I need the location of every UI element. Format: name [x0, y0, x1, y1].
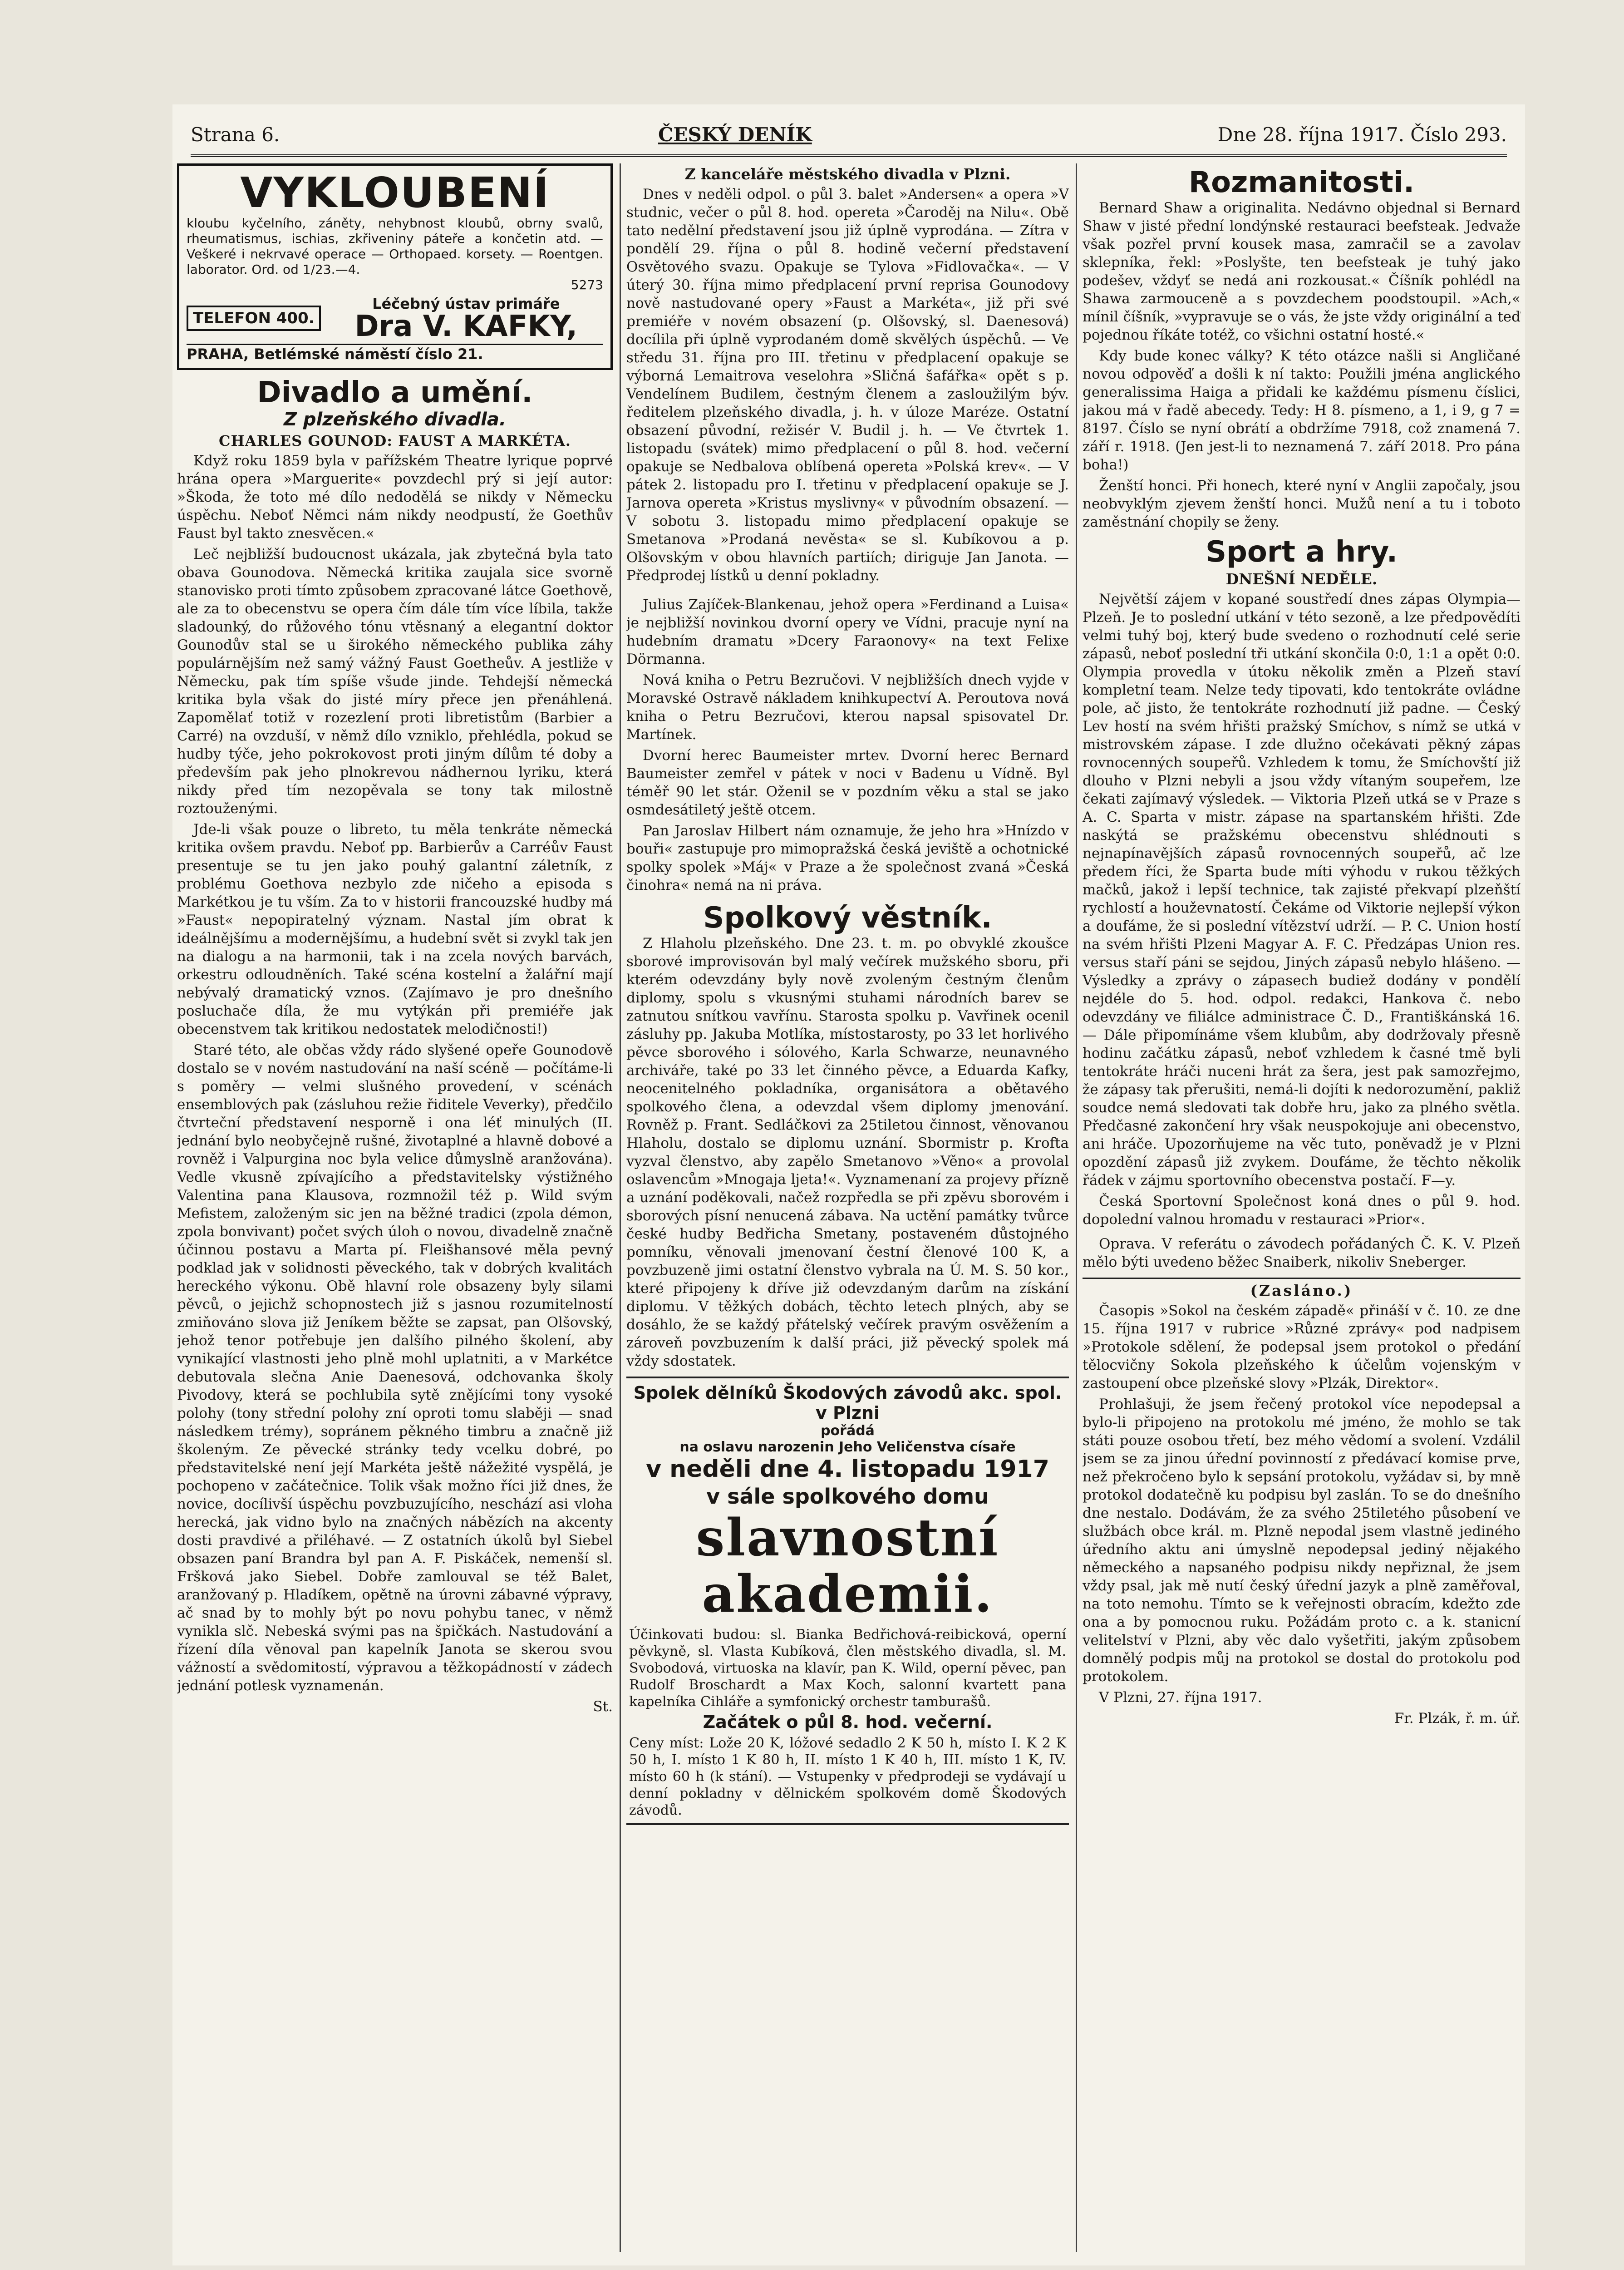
paragraph: Když roku 1859 byla v pařížském Theatre lyrique poprvé hrána opera »Marguerite« povzdechl prý si její autor: »Škoda, že toto mé dílo nedodělá se nikdy v Německu úspěchu. Neboť Němci nám nikdy neodpustí, že Goethův Faust byl takto znesvěcen.«: [177, 453, 613, 542]
newspaper-title: ČESKÝ DENÍK: [658, 123, 812, 146]
ad-occasion: na oslavu narozenin Jeho Veličenstva císaře: [679, 1439, 1016, 1455]
note: Nová kniha o Petru Bezručovi. V nejbližších dnech vyjde v Moravské Ostravě nákladem knihkupectví A. Peroutova nová kniha o Petru Bezručovi, kterou napsal spisovatel Dr. Martínek.: [626, 672, 1069, 743]
ad-kafka: [177, 163, 613, 370]
ad-doctor: Dra V. KAFKY,: [354, 310, 578, 343]
ad-prices: Ceny míst: Lože 20 K, lóžové sedadlo 2 K 50 h, místo I. K 2 K 50 h, I. místo 1 K 80 h, II. místo 1 K 40 h, III. místo 1 K, IV. místo 60 h (k stání). — Vstupenky v předprodeji se vydávají u denní pokladny v dělnickém spolkovém domě Škodových závodů.: [629, 1735, 1066, 1818]
section-rozmanitosti: Rozmanitosti.: [1188, 166, 1415, 199]
ad-number: 5273: [571, 277, 603, 292]
paragraph: Jde-li však pouze o libreto, tu měla tenkráte německá kritika ovšem pravdu. Neboť pp. Barbierův a Carréův Faust presentuje se tu jen jako pouhý galantní záletník, z problému Goethova nezbylo zde ničeho a episoda s Markétkou je tu vším. Za to v historii francouzské hudby má »Faust« nepopiratelný význam. Nastal jím obrat k ideálnějšímu a modernějšímu, a hudební svět si zvykl tak jen na dialogu a na harmonii, tak i na zcela nových barvách, orkestru odloudněních. Také scéna kostelní a žalářní mají nebývalý dramatický vznos. (Zajímavo je pro dnešního posluchače díla, že mu vytýkán při premiéře jak obecenstvem tak kritikou nedostatek melodičnosti!): [177, 821, 613, 1037]
ad-date: v neděli dne 4. listopadu 1917: [646, 1456, 1049, 1483]
spolky-text: Z Hlaholu plzeňského. Dne 23. t. m. po obvyklé zkoušce sborové improvisován byl malý večírek mužského sboru, při kterém odevzdány byly nově zvoleným čestným členům diplomy, spolu s vkusnými stuhami národních barev se zatnutou snítkou vavřínu. Starosta spolku p. Vavřinek ocenil zásluhy pp. Jakuba Motlíka, místostarosty, po 33 let horlivého pěvce sborového i sólového, Karla Schwarze, neunavného archiváře, také po 33 let činného pěvce, a Eduarda Kafky, neocenitelného pokladníka, organisátora a obětavého spolkového člena, a odevzdal všem diplomy jmenování. Rovněž p. Frant. Sedláčkovi za 25tiletou činnost, věnovanou Hlaholu, dostalo se diplomu uznání. Sbormistr p. Krofta vyzval členstvo, aby zapělo Smetanovo »Věno« a provolal oslavencům »Mnogaja ljeta!«. Vyznamenaní za projevy přízně a uznání poděkovali, načež rozpředla se při zpěvu sborovém i sborových písní nenucená zábava. Na uctění památky tvůrce české hudby Bedřicha Smetany, postaveném důstojného pomníku, věnovali jmenovaní čestní členové 100 K, a povzbuzeně jimi ostatní členstvo vybrala na Ú. M. S. 50 kor., které připojeny k dříve již odevzdaným darům na získání diplomu. V těžkých dobách, těchto letech plných, aby se dosáhlo, že se každý přátelský večírek pravým osvěžením a zároveň povzbuzením k další práci, již pěvecký spolek má vždy sdostatek.: [626, 935, 1069, 1369]
ad-title-1: slavnostní: [696, 1508, 999, 1568]
paragraph: V Plzni, 27. října 1917.: [1099, 1689, 1262, 1706]
paragraph: Staré této, ale občas vždy rádo slyšené opeře Gounodově dostalo se v novém nastudování na naší scéně — počítáme-li s poměry — velmi slušného provedení, v scénách ensemblových pak (zásluhou režie řiditele Veverky), předčilo čtvrteční představení nesporně i ona léť minulých (II. jednání bylo neobyčejně rušné, životaplné a hlavně dobové a rovněž i Valpurgina noc byla velice důmyslně aranžována). Vedle vkusně zpívajícího a představitelsky výstižného Valentina pana Klausova, rozmnožil též p. Wild svým Mefistem, založeným sic jen na běžné tradici (zpola démon, zpola bonvivant) počet svých úloh o novou, divadelně značně účinnou postavu a Marta pí. Fleišhansové měla pevný podklad jak v solidnosti pěveckého, tak v dobrých kvalitách hereckého výkonu. Obě hlavní role obsazeny byly silami pěvců, o jejichž schopnostech již s jasnou rozumitelností zmiňováno slova již Jeníkem běžte se zapsat, pan Olšovský, jehož tenor potřebuje jen dalšího pilného školení, aby vynikající vlastnosti jeho plně mohl uplatniti, a v Markétce debutovala slečna Anie Daenesová, odchovanka školy Pivodovy, která se pochlubila sytě znějícími tony vysoké polohy (tony střední polohy zní oproti tomu slaběji — snad následkem trémy), sopránem pěkného timbru a značně již školeným. Ze pěvecké stránky tedy vcelku dobré, po představitelské není její Markéta ještě nážežité vyspělá, je pochopeno v začátečnice. Tolik však možno říci již dnes, že novice, docílivší úspěchu povzbuzujícího, neschází asi vloha herecká, jak vidno bylo na značných nábězích na akcenty dosti pravdivé a přiléhavé. — Z ostatních úkolů byl Siebel obsazen paní Brandra byl pan A. F. Piskáček, nemenší sl. Fršková jako Siebel. Dobře zamlouval se též Balet, aranžovaný p. Hladíkem, opětně na úrovni zábavné výpravy, ač snad by to mohly být po novu pohybu tanec, v němž vynikla slč. Nebeská svými pas na špičkách. Nastudování a řízení díla věnoval pan kapelník Janota se skerou svou vážností a svědomitostí, výpravou a těžkopádností v zádech jednání potlesk vyznamenán.: [177, 1042, 613, 1694]
paragraph: Ženští honci. Při honech, které nyní v Anglii započaly, jsou neobvyklým zjevem ženští honci. Mužů není a tu i toboto zaměstnání chopily se ženy.: [1083, 478, 1521, 530]
paragraph: Největší zájem v kopané soustředí dnes zápas Olympia—Plzeň. Je to poslední utkání v této sezoně, a lze předpovědíti velmi tuhý boj, který bude svedeno o rozhodnutí celé serie zápasů, neboť poslední tři utkání skončila 0:0, 1:1 a opět 0:0. Olympia provedla v útoku několik změn a Plzeň staví kompletní team. Nelze tedy tipovati, kdo tentokráte ovládne pole, ač jisto, že tentokráte rozhodnutí již padne. — Český Lev hostí na svém hřišti pražský Smíchov, s nímž se utká v mistrovském zápase. I zde dlužno očekávati pěkný zápas rovnocenných soupeřů. Vzhledem k tomu, že Smíchovští již dlouho v Plzni nebyli a jsou vždy vítaným soupeřem, lze čekati zajímavý výsledek. — Viktoria Plzeň utká se v Praze s A. C. Sparta v mistr. zápase na spartanském hřišti. Zde naskýtá se pražskému obecenstvu shlédnouti s nejnapínavějších zápasů rovnocenných soupeřů, ač lze předem říci, že Sparta bude míti výhodu v rukou těžkých mačků, jakož i lepší technice, tak zajisté překvapí plzeňští rychlostí a houževnatostí. Čekáme od Viktorie nejlepší výkon a doufáme, že si poslední vítězství udrží. — P. C. Union hostí na svém hřišti Plzeni Magyar A. F. C. Předzápas Union res. versus staří páni se sejdou, Jiných zápasů nebylo hlášeno. — Výsledky a zprávy o zápasech budiež dodány v pondělí nejdéle do 5. hod. odpol. redakci, Hankova č. nebo odevzdány ve filiálce administrace Č. D., Františkánská 16. — Dále připomínáme všem klubům, aby dodržovaly přesně hodinu začátku zápasů, neboť vzhledem k časné tmě byli tentokráte hráči nuceni hrát za šera, jest pak samozřejmo, že zápasy tak přerušiti, nemá-li dojíti k nedorozumění, pakliž soudce nemá sledovati tak dobře hru, jako za plného světla. Předčasné zakončení hry však neuspokojuje ani obecenstvo, ani hráče. Upozorňujeme na věc tuto, poněvadž je v Plzni opozdění zápasů již zvykem. Doufáme, že těchto několik řádek v zájmu sportovního obecenstva postačí. F—y.: [1083, 591, 1521, 1189]
oprava: Oprava. V referátu o závodech pořádaných Č. K. V. Plzeň mělo býti uvedeno běžec Snaiberk, nikoliv Sneberger.: [1083, 1236, 1521, 1270]
ad-text: kloubu kyčelního, záněty, nehybnost kloubů, obrny svalů, rheumatismus, ischias, zkřiveniny páteře a končetin atd. — Veškeré i nekrvavé operace — Orthopaed. korsety. — Roentgen. laborator. Ord. od 1/23.—4.: [187, 216, 603, 277]
column-3: [1083, 163, 1521, 2252]
ad-org: Spolek dělníků Škodových závodů akc. spol. v Plzni: [633, 1383, 1062, 1423]
office-title: Z kanceláře městského divadla v Plzni.: [684, 165, 1011, 183]
column-2: [626, 163, 1069, 2252]
office-text: Dnes v neděli odpol. o půl 3. balet »Andersen« a opera »V studnic, večer o půl 8. hod. opereta »Čaroděj na Nilu«. Obě tato nedělní představení jsou již úplně vyprodána. — Zítra v pondělí 29. října o půl 8. hodině večerní představení Osvětového svazu. Opakuje se Tylova »Fidlovačka«. — V úterý 30. října mimo předplacení první reprisa Gounodovy nově nastudované opery »Faust a Markéta«, již při své premiéře v novém obsazení (p. Olšovský, sl. Daenesová) docílila při úplně vyprodaném domě skvělých úspěchů. — Ve středu 31. října pro III. třetinu v předplacení opakuje se výborná Lemaitrova veselohra »Sličná šafářka« opět s p. Vendelínem Budilem, čestným členem a zasloužilým býv. ředitelem plzeňského divadla, j. h. v úloze Maréze. Ostatní obsazení původní, režisér V. Budil j. h. — Ve čtvrtek 1. listopadu (svátek) mimo předplacení o půl 8. hod. večerní opakuje se Nedbalova oblíbená opereta »Polská krev«. — V pátek 2. listopadu pro I. třetinu v předplacení opakuje se J. Jarnova opereta »Kristus myslivny« v původním obsazení. — V sobotu 3. listopadu mimo předplacení opakuje se Smetanova »Prodaná nevěsta« se sl. Kubíkovou a p. Olšovským v obou hlavních partiích; diriguje Jan Janota. — Předprodej lístků u denní pokladny.: [626, 186, 1069, 584]
ad-start: Začátek o půl 8. hod. večerní.: [703, 1712, 993, 1732]
article-title: CHARLES GOUNOD: FAUST A MARKÉTA.: [219, 432, 571, 449]
ad-headline: VYKLOUBENÍ: [240, 168, 550, 217]
sport-sub: DNEŠNÍ NEDĚLE.: [1225, 570, 1378, 588]
ad-porada: pořádá: [821, 1423, 875, 1439]
ad-place: v sále spolkového domu: [706, 1484, 989, 1509]
column-rule: [1076, 163, 1077, 2252]
paragraph: Leč nejbližší budoucnost ukázala, jak zbytečná byla tato obava Gounodova. Německá kritika zaujala sice svorně stanovisko proti tímto způsobem zpracované látce Goethově, ale za to obecenstvu se opera čím dále tím více líbila, takže sladounký, do růžového tónu vtěsnaný a elegantní doktor Gounodův stal se u širokého německého publika záhy populárnějším než samý vážný Faust Goetheův. A jestliže v Německu, pak tím spíše všude jinde. Tehdejší německá kritika byla však do jisté míry přece jen přenáhlená. Zapomělať totiž v rozezlení proti libretistům (Barbier a Carré) na ovzduší, v němž dílo vzniklo, přehlédla, pokud se hudby týče, jeho pokrokovost proti jiným dílům té doby a především pak jeho plnokrevou nádhernou lyriku, která nikdy před tím nezopěvala se tony tak milostně roztouženými.: [177, 546, 613, 817]
note: Julius Zajíček-Blankenau, jehož opera »Ferdinand a Luisa« je nejbližší novinkou dvorní opery ve Vídni, pracuje nyní na hudebním dramatu »Dcery Faraonovy« na text Felixe Dörmanna.: [626, 597, 1069, 667]
ad-telefon: TELEFON 400.: [187, 306, 321, 331]
ad-address: PRAHA, Betlémské náměstí číslo 21.: [187, 344, 603, 363]
page-number: Strana 6.: [191, 123, 280, 146]
signature: St.: [593, 1698, 613, 1715]
signature: Fr. Plzák, ř. m. úř.: [1394, 1710, 1521, 1727]
section-sport: Sport a hry.: [1205, 535, 1398, 569]
section-spolky: Spolkový věstník.: [703, 901, 992, 935]
note: Pan Jaroslav Hilbert nám oznamuje, že jeho hra »Hnízdo v bouři« zastupuje pro mimopražská česká jeviště a ochotnické spolky spolek »Máj« v Praze a že společnost zvaná »Česká činohra« nemá na ni práva.: [626, 823, 1069, 893]
ad-title-2: akademii.: [702, 1564, 994, 1624]
section-divadlo: Divadlo a umění.: [257, 376, 533, 410]
paragraph: Bernard Shaw a originalita. Nedávno objednal si Bernard Shaw v jisté přední londýnské restauraci beefsteak. Jedvaže však pozřel první kousek masa, zamračil se a zavolav sklepníka, řekl: »Poslyšte, ten beefsteak je tuhý jako podešev, vždyť se nedá ani rozkousat.« Číšník pohlédl na Shawa zarmouceně a s povzdechem poodstoupil. »Ach,« mínil číšník, »vypravuje se o vás, že jste vždy originální a teď pojednou říkáte totéž, co všichni ostatní hosté.«: [1083, 200, 1521, 343]
paragraph: Kdy bude konec války? K této otázce našli si Angličané novou odpověď a došli k ní takto: Použili jména anglického generalissima Haiga a přidali ke každému písmenu číslici, jakou má v řadě abecedy. Tedy: H 8. písmeno, a 1, i 9, g 7 = 8197. Číslo se nyní obrátí a obdržíme 7918, což znamená 7. září r. 1918. (Jen jest-li to neznamená 7. září 2018. Pro pána boha!): [1083, 348, 1521, 473]
paragraph: Prohlašuji, že jsem řečený protokol více nepodepsal a bylo-li připojeno na protokolu mé jméno, že mohlo se tak státi pouze osobou třetí, bez mého vědomí a svolení. Vzdálil jsem se za jinou úřední povinností z předávací komise prve, než překročeno bylo k sepsání protokolu, vyžádav si, by mně protokol dodatečně ku podpisu byl zaslán. To se do dnešního dne nestalo. Dodávám, že za svého 25tiletého působení ve službách obce král. m. Plzně nepodal jsem vlastně jediného úředního aktu ani úmyslně nepodepsal jediný nějakého německého a napsaného podpisu nikdy nepřiznal, že jsem vždy psal, jak mě nutí český úřední jazyk a plně zaměřoval, na toto nemohu. Tímto se k veřejnosti obracím, kdežto zde ona a by pomocnou ruku. Požádám proto c. a k. stanicní velitelství v Plzni, aby věc dalo vyšetřiti, jakým způsobem domnělý podpis můj na protokol se dostal do protokolu pod protokolem.: [1083, 1396, 1521, 1685]
column-rule: [620, 163, 621, 2252]
section-sub: Z plzeňského divadla.: [283, 409, 507, 430]
paragraph: Česká Sportovní Společnost koná dnes o půl 9. hod. dopolední valnou hromadu v restauraci »Prior«.: [1083, 1193, 1521, 1228]
column-1: [177, 163, 613, 2252]
newspaper-page: [172, 104, 1525, 2265]
note: Dvorní herec Baumeister mrtev. Dvorní herec Bernard Baumeister zemřel v pátek v noci v Badenu u Vídně. Byl téměř 90 let stár. Oženil se v pozdním věku a stal se jako osmdesátiletý ještě otcem.: [626, 747, 1069, 818]
issue-date: Dne 28. října 1917. Číslo 293.: [1217, 123, 1507, 146]
ad-institute: Léčebný ústav primáře: [372, 295, 560, 312]
zaslano-head: (Zasláno.): [1250, 1282, 1353, 1299]
page-header: [191, 114, 1507, 157]
ad-akademie: [626, 1377, 1069, 1825]
paragraph: Časopis »Sokol na českém západě« přináší v č. 10. ze dne 15. října 1917 v rubrice »Různé zprávy« pod nadpisem »Protokole sdělení, že podepsal jsem protokol o předání tělocvičny Sokola plzeňského k účelům vojenským v zastoupení obce plzeňské slovy »Plzák, Direktor«.: [1083, 1303, 1521, 1392]
ad-body: Účinkovati budou: sl. Bianka Bedřichová-reibicková, operní pěvkyně, sl. Vlasta Kubíková, člen městského divadla, sl. M. Svobodová, virtuoska na klavír, pan K. Wild, operní pěvec, pan Rudolf Broschardt a Max Koch, salonní kvartett pana kapelníka Cihláře a symfonický orchestr tamburašů.: [629, 1627, 1066, 1710]
